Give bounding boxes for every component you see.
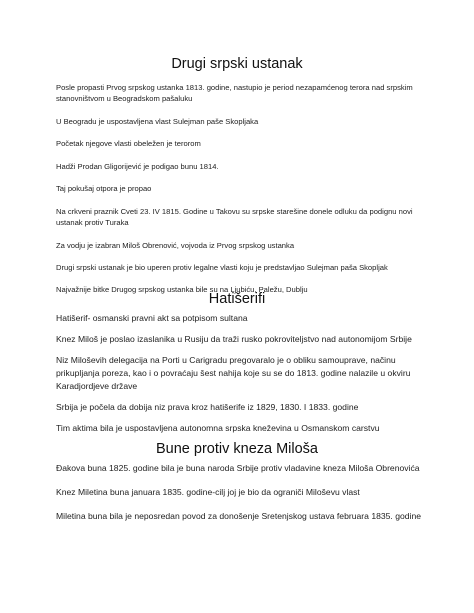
section-heading-hatiserifi: Hatišerifi [208,291,266,307]
paragraph: Najvažnije bitke Drugog srpskog ustanka bile su na Ljubiću, Paležu, Dublju [56,285,308,295]
paragraph: Niz Miloševih delegacija na Porti u Carigradu pregovaralo je o obliku samouprave, načinu prikupljanja poreza, kao i o povraćaju šest nahija koje su se do 1813. godine nalazile u okviru Karadjordjeve države [56,355,411,391]
paragraph: Za vodju je izabran Miloš Obrenović, vojvoda iz Prvog srpskog ustanka [56,240,295,250]
paragraph: Drugi srpski ustanak je bio uperen protiv legalne vlasti koju je predstavljao Sulejman paša Skopljak [56,262,388,272]
paragraph: Hatišerif- osmanski pravni akt sa potpisom sultana [56,313,248,323]
paragraph: Đakova buna 1825. godine bila je buna naroda Srbije protiv vladavine kneza Miloša Obrenovića [56,463,420,473]
section-hatiserifi [56,312,428,435]
paragraph: Srbija je počela da dobija niz prava kroz hatišerife iz 1829, 1830. I 1833. godine [56,401,359,412]
paragraph: Knez Miletina buna januara 1835. godine-cilj joj je bio da ograniči Miloševu vlast [56,486,360,497]
section-heading-bune: Bune protiv kneza Miloša [156,441,318,457]
paragraph: Hadži Prodan Gligorijević je podigao bunu 1814. [56,161,219,171]
paragraph: Knez Miloš je poslao izaslanika u Rusiju da traži rusko pokroviteljstvo nad autonomijom Srbije [56,334,412,345]
paragraph: Tim aktima bila je uspostavljena autonomna srpska kneževina u Osmanskom carstvu [56,422,380,433]
paragraph: Početak njegove vlasti obeležen je terorom [56,139,201,149]
section-bune [56,462,428,522]
paragraph: U Beogradu je uspostavljena vlast Sulejman paše Skopljaka [56,116,259,126]
paragraph: Miletina buna bila je neposredan povod za donošenje Sretenjskog ustava februara 1835. godine [56,510,422,521]
paragraph: Taj pokušaj otpora je propao [56,184,152,194]
paragraph: Na crkveni praznik Cveti 23. IV 1815. Godine u Takovu su srpske starešine donele odluku da podignu novi ustanak protiv Turaka [56,206,413,228]
page-title: Drugi srpski ustanak [171,56,303,72]
section-intro [56,82,426,296]
paragraph: Posle propasti Prvog srpskog ustanka 1813. godine, nastupio je period nezapamćenog terora nad srpskim stanovništvom u Beogradskom pašaluku [56,83,413,104]
